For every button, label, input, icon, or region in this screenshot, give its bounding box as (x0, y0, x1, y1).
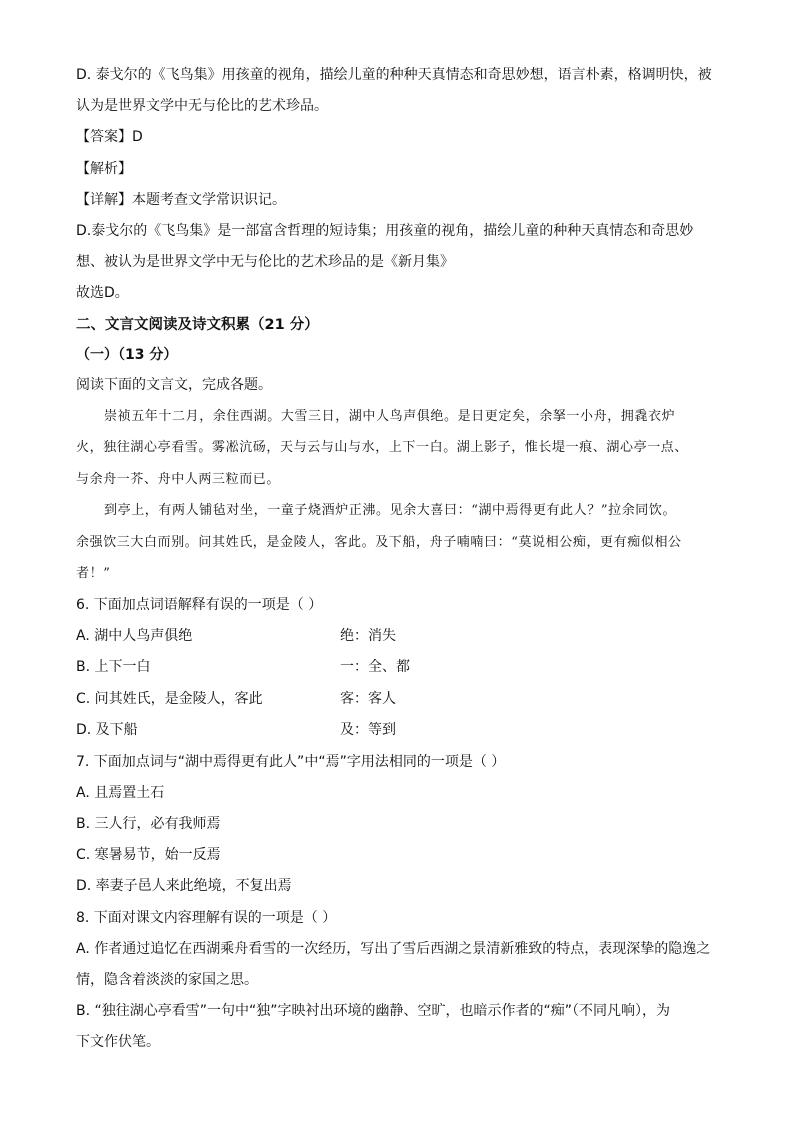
passage-p1-line2: 火，独往湖心亭看雪。雾凇沆砀，天与云与山与水，上下一白。湖上影子，惟长堤一痕、湖心亭一点、 (76, 440, 689, 456)
passage-p2-line3: 者！” (76, 566, 111, 582)
passage-p2-line1: 到亭上，有两人铺毡对坐，一童子烧酒炉正沸。见余大喜曰：“湖中焉得更有此人？”拉余同饮。 (104, 503, 677, 519)
q7-stem: 7. 下面加点词与“湖中焉得更有此人”中“焉”字用法相同的一项是（ ） (76, 753, 506, 770)
q6-option-a-phrase: A. 湖中人鸟声俱绝 (76, 628, 193, 645)
q6-option-c (76, 684, 716, 715)
q8-option-b-line2: 下文作伏笔。 (76, 1034, 160, 1051)
q8-stem: 8. 下面对课文内容理解有误的一项是（ ） (76, 909, 337, 926)
q7-option-d: D. 率妻子邑人来此绝境，不复出焉 (76, 878, 292, 895)
q6-option-d-phrase: D. 及下船 (76, 722, 138, 739)
q8-option-b-line1: B. “独往湖心亭看雪”一句中“独”字映衬出环境的幽静、空旷，也暗示作者的“痴”（不同凡响），为 (76, 1003, 671, 1020)
passage-p2-line2: 余强饮三大白而别。问其姓氏，是金陵人，客此。及下船，舟子喃喃曰：“莫说相公痴，更有痴似相公 (76, 534, 682, 550)
classical-passage (76, 401, 716, 590)
q6-options (76, 621, 716, 747)
q5-option-d-line2: 认为是世界文学中无与伦比的艺术珍品。 (76, 98, 328, 115)
q6-option-a (76, 621, 716, 652)
q6-option-a-meaning: 绝：消失 (340, 628, 396, 645)
q6-option-d-meaning: 及：等到 (340, 722, 396, 739)
analysis-label: 【解析】 (76, 160, 132, 177)
conclusion-line: 故选D。 (76, 285, 129, 302)
passage-p1-line1: 崇祯五年十二月，余住西湖。大雪三日，湖中人鸟声俱绝。是日更定矣，余拏一小舟，拥毳衣炉 (104, 408, 676, 424)
q6-option-b-phrase: B. 上下一白 (76, 659, 151, 676)
q8-option-a-line1: A. 作者通过追忆在西湖乘舟看雪的一次经历，写出了雪后西湖之景清新雅致的特点，表现深挚的隐逸之 (76, 940, 711, 957)
explanation-line2: 想、被认为是世界文学中无与伦比的艺术珍品的是《新月集》 (76, 254, 454, 271)
q6-option-d (76, 715, 716, 746)
explanation-line1: D.泰戈尔的《飞鸟集》是一部富含哲理的短诗集；用孩童的视角，描绘儿童的种种天真情态和奇思妙 (76, 223, 694, 240)
q7-option-b: B. 三人行，必有我师焉 (76, 816, 221, 833)
instruction-line: 阅读下面的文言文，完成各题。 (76, 376, 272, 393)
passage-p1-line3: 与余舟一芥、舟中人两三粒而已。 (76, 471, 281, 487)
subsection-title: （一）（13 分） (76, 346, 178, 363)
q6-option-c-meaning: 客：客人 (340, 690, 396, 707)
answer-line: 【答案】D (76, 129, 143, 146)
q6-option-c-phrase: C. 问其姓氏，是金陵人，客此 (76, 690, 263, 707)
section-title: 二、文言文阅读及诗文积累（21 分） (76, 316, 319, 333)
q7-option-a: A. 且焉置土石 (76, 784, 165, 801)
q6-stem: 6. 下面加点词语解释有误的一项是（ ） (76, 596, 323, 613)
q8-option-a-line2: 情，隐含着淡淡的家国之思。 (76, 972, 258, 989)
q7-option-c: C. 寒暑易节，始一反焉 (76, 847, 221, 864)
detail-line: 【详解】本题考查文学常识识记。 (76, 191, 286, 208)
q5-option-d-line1: D. 泰戈尔的《飞鸟集》用孩童的视角，描绘儿童的种种天真情态和奇思妙想，语言朴素，格调明快，被 (76, 67, 712, 83)
q6-option-b (76, 652, 716, 683)
q6-option-b-meaning: 一：全、都 (340, 659, 410, 676)
